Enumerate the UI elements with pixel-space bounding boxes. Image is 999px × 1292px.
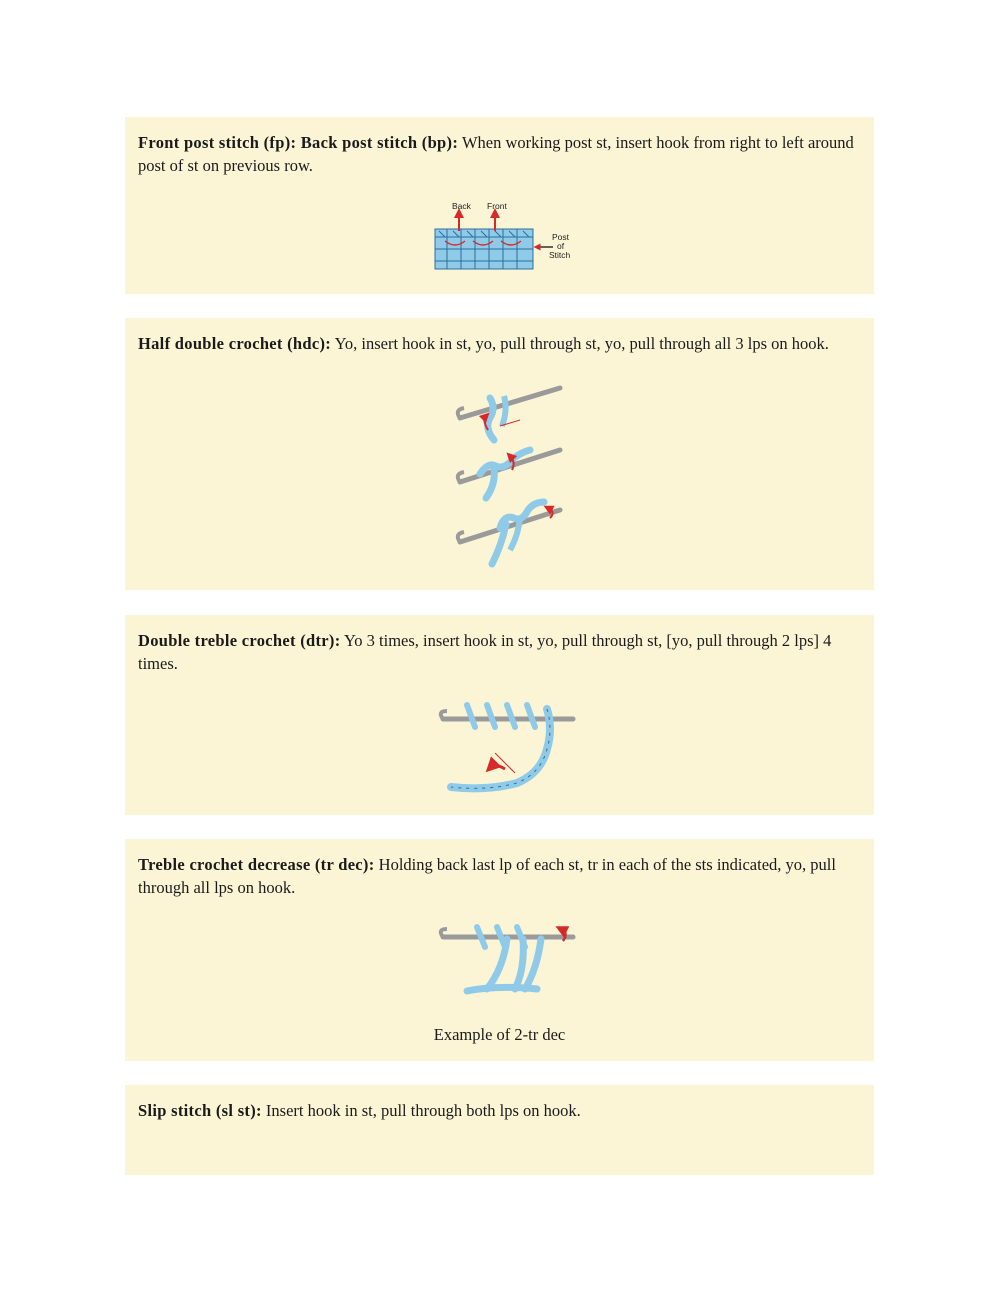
back-label: Back <box>452 201 471 211</box>
hdc-step-1 <box>458 388 560 440</box>
post-label-2: of <box>557 241 565 251</box>
post-label-1: Post <box>552 232 570 242</box>
section-treble-crochet-decrease <box>125 839 874 1061</box>
section-description <box>138 1099 861 1122</box>
section-description <box>138 853 861 899</box>
section-half-double-crochet <box>125 318 874 590</box>
tr-dec-diagram <box>437 921 577 1001</box>
dtr-diagram <box>437 699 577 799</box>
hdc-step-3 <box>458 502 560 564</box>
section-term: Treble crochet decrease (tr dec): <box>138 855 375 874</box>
post-label-3: Stitch <box>549 250 571 260</box>
section-term: Double treble crochet (dtr): <box>138 631 341 650</box>
hdc-diagram <box>450 378 570 573</box>
section-description <box>138 629 861 675</box>
section-term: Half double crochet (hdc): <box>138 334 332 353</box>
post-stitch-diagram <box>425 197 585 277</box>
figure-caption: Example of 2-tr dec <box>433 1025 566 1044</box>
section-slip-stitch <box>125 1085 874 1175</box>
section-text: When working post st, insert hook from right to left around post of st on previous row. <box>138 133 854 175</box>
section-text: Insert hook in st, pull through both lps on hook. <box>261 1101 581 1120</box>
front-label: Front <box>487 201 507 211</box>
section-text: Yo, insert hook in st, yo, pull through st, yo, pull through all 3 lps on hook. <box>331 334 829 353</box>
section-double-treble-crochet <box>125 615 874 815</box>
section-text: Yo 3 times, insert hook in st, yo, pull through st, [yo, pull through 2 lps] 4 times. <box>138 631 832 673</box>
section-description <box>138 332 861 355</box>
section-term: Front post stitch (fp): Back post stitch (bp): <box>138 133 459 152</box>
hdc-step-2 <box>458 450 560 498</box>
section-description <box>138 131 861 177</box>
stitch-posts <box>435 229 533 269</box>
section-term: Slip stitch (sl st): <box>138 1101 262 1120</box>
section-front-back-post-stitch <box>125 117 874 294</box>
section-text: Holding back last lp of each st, tr in each of the sts indicated, yo, pull through all lps on hook. <box>138 855 836 897</box>
